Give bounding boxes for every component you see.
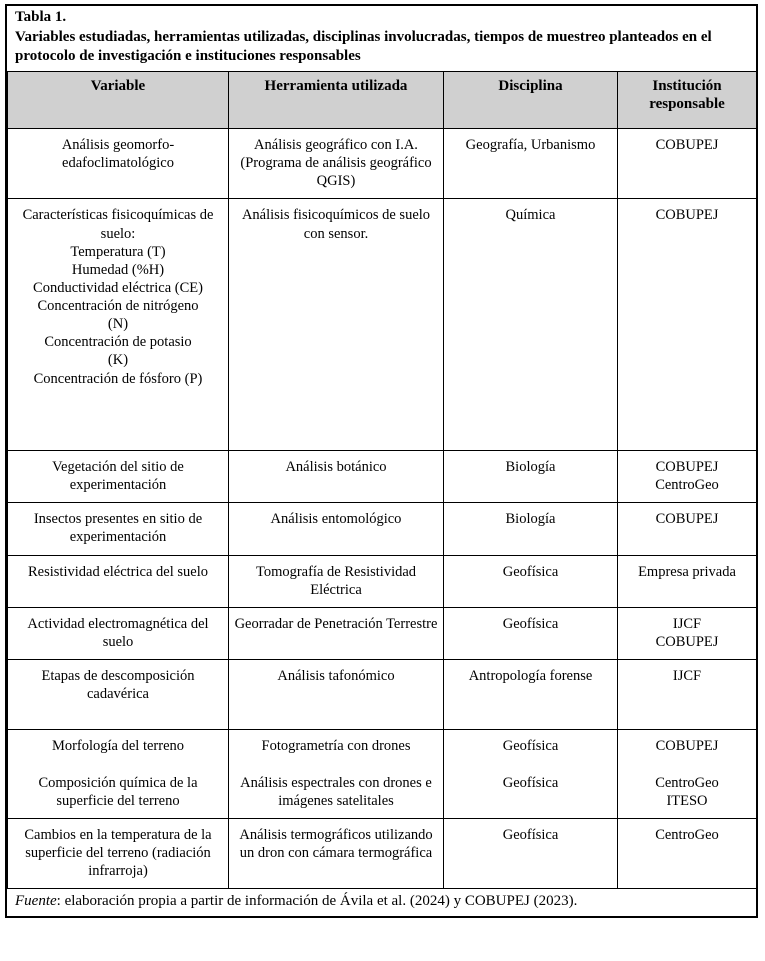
- table-cell: COBUPEJ CentroGeo: [618, 451, 757, 503]
- table-cell: Geografía, Urbanismo: [444, 129, 618, 199]
- table-cell: Geofísica Geofísica: [444, 730, 618, 819]
- column-header-4: Institución responsable: [618, 71, 757, 129]
- table-cell: COBUPEJ: [618, 129, 757, 199]
- table-row: [8, 503, 757, 555]
- table-cell: Biología: [444, 503, 618, 555]
- table-cell: Antropología forense: [444, 660, 618, 730]
- table-cell: Georradar de Penetración Terrestre: [229, 607, 444, 659]
- table-cell: Características fisicoquímicas de suelo: Temperatura (T) Humedad (%H) Conductividad eléctrica (CE) Concentración de nitrógeno (N) Concentración de potasio (K) Concentración de fósforo (P): [8, 199, 229, 451]
- column-header-2: Herramienta utilizada: [229, 71, 444, 129]
- table-cell: Química: [444, 199, 618, 451]
- table-cell: COBUPEJ: [618, 503, 757, 555]
- table-cell: Análisis tafonómico: [229, 660, 444, 730]
- table-row: [8, 818, 757, 888]
- data-table: [7, 71, 757, 890]
- table-cell: Vegetación del sitio de experimentación: [8, 451, 229, 503]
- table-cell: Geofísica: [444, 607, 618, 659]
- table-cell: Análisis botánico: [229, 451, 444, 503]
- source-text: : elaboración propia a partir de información de Ávila et al. (2024) y COBUPEJ (2023).: [56, 893, 578, 910]
- table-cell: Resistividad eléctrica del suelo: [8, 555, 229, 607]
- column-header-3: Disciplina: [444, 71, 618, 129]
- table-cell: Etapas de descomposición cadavérica: [8, 660, 229, 730]
- column-header-1: Variable: [8, 71, 229, 129]
- table-cell: Análisis fisicoquímicos de suelo con sensor.: [229, 199, 444, 451]
- table-cell: Insectos presentes en sitio de experimentación: [8, 503, 229, 555]
- source-label: Fuente: [15, 893, 57, 910]
- table-row: [8, 199, 757, 451]
- table-row: [8, 730, 757, 819]
- table-cell: Análisis geográfico con I.A. (Programa de análisis geográfico QGIS): [229, 129, 444, 199]
- table-cell: Biología: [444, 451, 618, 503]
- table-cell: CentroGeo: [618, 818, 757, 888]
- table-title-block: [7, 6, 756, 71]
- table-source-note: [7, 889, 756, 916]
- table-cell: Fotogrametría con drones Análisis espectrales con drones e imágenes satelitales: [229, 730, 444, 819]
- table-row: [8, 607, 757, 659]
- table-header-row: [8, 71, 757, 129]
- table-title: Tabla 1.: [15, 9, 67, 25]
- table-cell: Cambios en la temperatura de la superficie del terreno (radiación infrarroja): [8, 818, 229, 888]
- table-row: [8, 129, 757, 199]
- table-row: [8, 660, 757, 730]
- table-row: [8, 555, 757, 607]
- table-cell: Empresa privada: [618, 555, 757, 607]
- table-cell: Actividad electromagnética del suelo: [8, 607, 229, 659]
- table-cell: Análisis geomorfo-edafoclimatológico: [8, 129, 229, 199]
- table-cell: COBUPEJ: [618, 199, 757, 451]
- table-cell: IJCF: [618, 660, 757, 730]
- table-cell: Geofísica: [444, 818, 618, 888]
- table-cell: Análisis termográficos utilizando un dron con cámara termográfica: [229, 818, 444, 888]
- table-row: [8, 451, 757, 503]
- table-cell: Análisis entomológico: [229, 503, 444, 555]
- table-cell: Morfología del terreno Composición química de la superficie del terreno: [8, 730, 229, 819]
- table-cell: Tomografía de Resistividad Eléctrica: [229, 555, 444, 607]
- table-caption: Variables estudiadas, herramientas utilizadas, disciplinas involucradas, tiempos de muestreo planteados en el protocolo de investigación e instituciones responsables: [15, 28, 712, 64]
- table-cell: IJCF COBUPEJ: [618, 607, 757, 659]
- table-cell: COBUPEJ CentroGeo ITESO: [618, 730, 757, 819]
- table-cell: Geofísica: [444, 555, 618, 607]
- table-1-frame: [5, 4, 758, 918]
